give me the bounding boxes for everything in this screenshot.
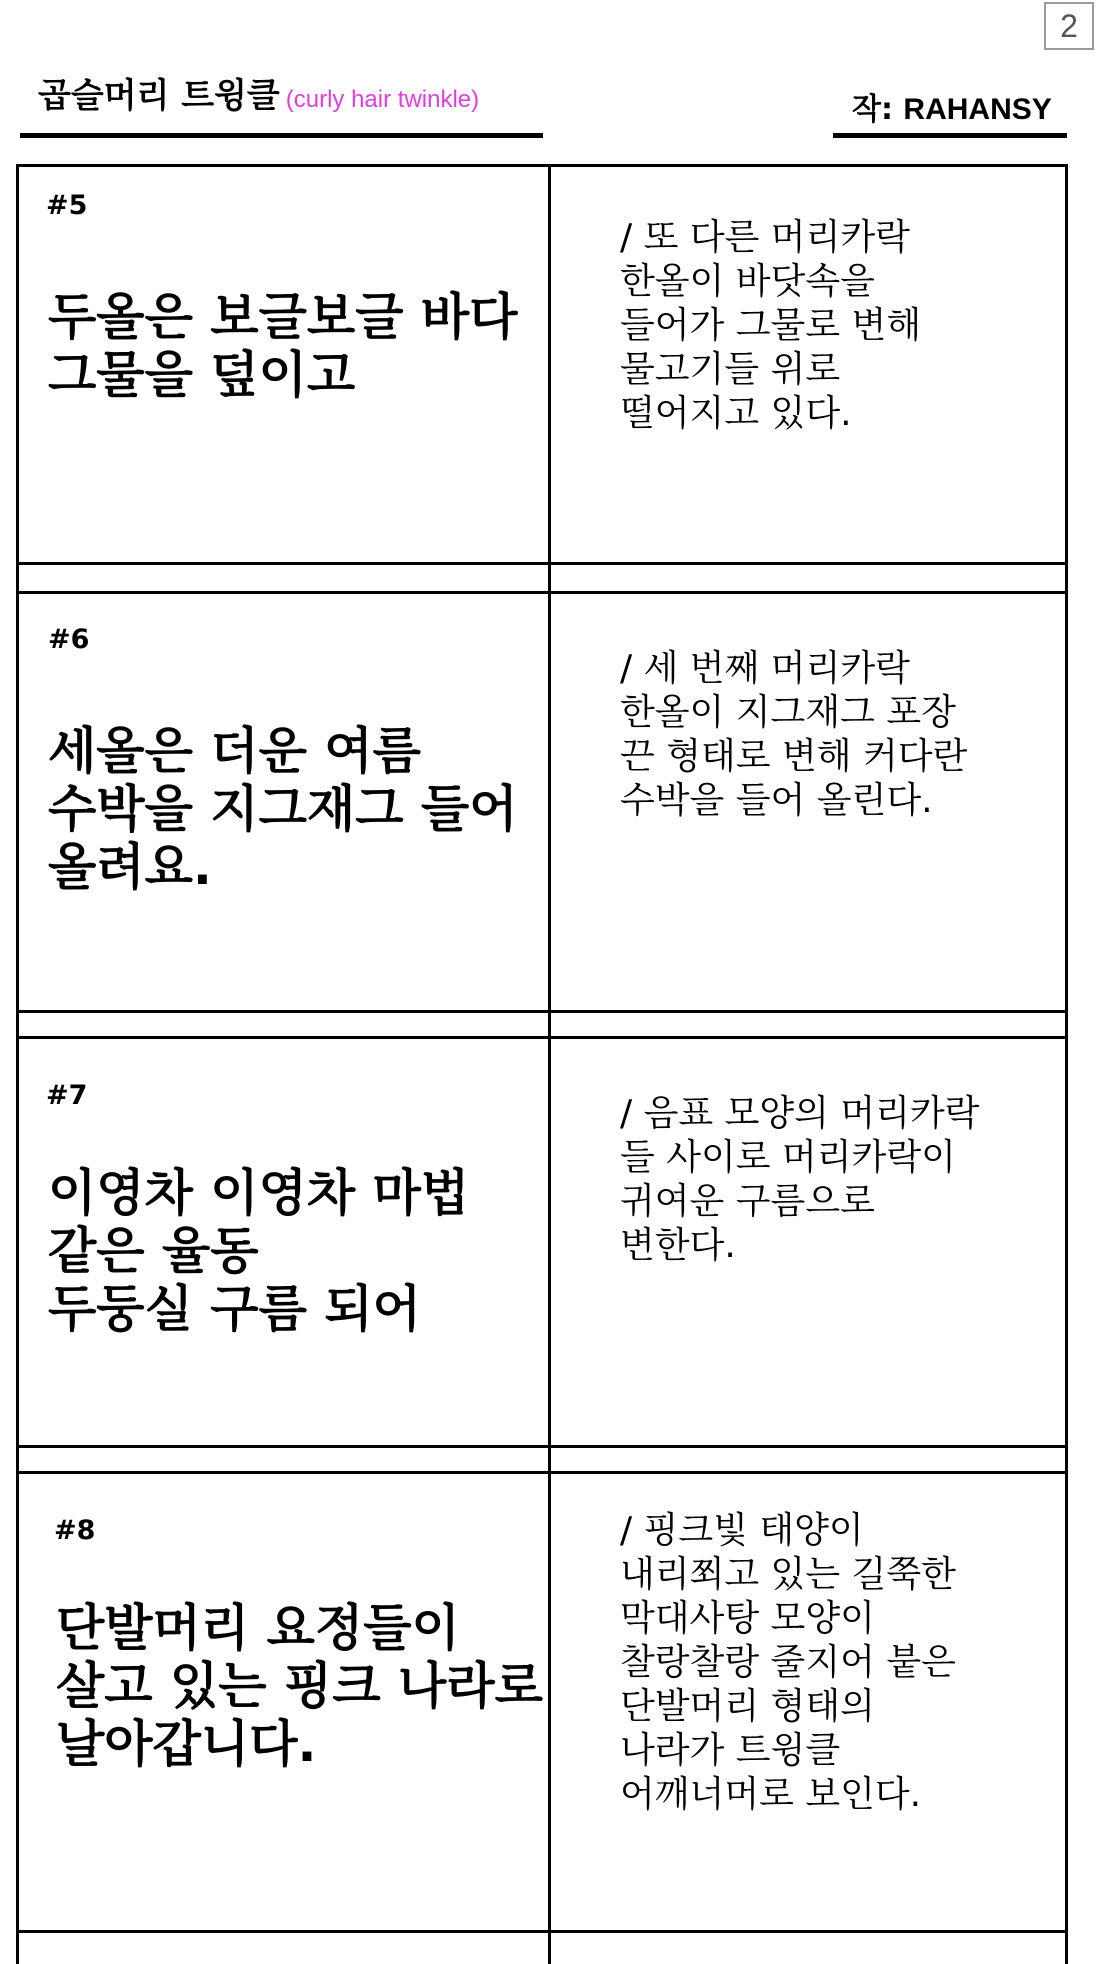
grid-line (16, 164, 1068, 167)
panel-dialogue: 세올은 더운 여름 수박을 지그재그 들어 올려요. (48, 722, 518, 896)
title-korean: 곱슬머리 트윙클 (38, 76, 280, 116)
grid-line (16, 1010, 1068, 1013)
grid-line (548, 164, 551, 1964)
title-english: (curly hair twinkle) (285, 86, 480, 113)
panel-number: #7 (46, 1080, 88, 1111)
page-number: 2 (1044, 2, 1094, 50)
grid-line (16, 1445, 1068, 1448)
panel-number: #6 (48, 624, 90, 655)
grid-line (16, 1930, 1068, 1933)
grid-line (16, 591, 1068, 594)
author-underline (833, 133, 1067, 138)
panel-number: #5 (46, 190, 88, 221)
grid-line (16, 164, 19, 1964)
grid-line (16, 1471, 1068, 1474)
author-prefix: 작: (852, 92, 904, 127)
title-underline (20, 133, 543, 138)
panel-number: #8 (54, 1515, 96, 1546)
author-name: RAHANSY (903, 93, 1052, 126)
grid-line (16, 562, 1068, 565)
panel-description: / 또 다른 머리카락 한올이 바닷속을 들어가 그물로 변해 물고기들 위로 떨어지고 있다. (620, 217, 922, 434)
grid-line (1065, 164, 1068, 1964)
panel-dialogue: 이영차 이영차 마법 같은 율동 두둥실 구름 되어 (48, 1164, 470, 1338)
page-title (38, 68, 479, 117)
author-credit (852, 84, 1052, 128)
grid-line (16, 1036, 1068, 1039)
panel-description: / 핑크빛 태양이 내리쬐고 있는 길쭉한 막대사탕 모양이 찰랑찰랑 줄지어 붙은 단발머리 형태의 나라가 트윙클 어깨너머로 보인다. (620, 1510, 956, 1815)
panel-dialogue: 단발머리 요정들이 살고 있는 핑크 나라로 날아갑니다. (56, 1599, 543, 1773)
panel-description: / 음표 모양의 머리카락 들 사이로 머리카락이 귀여운 구름으로 변한다. (620, 1093, 980, 1266)
panel-dialogue: 두올은 보글보글 바다 그물을 덮이고 (48, 288, 518, 404)
panel-description: / 세 번째 머리카락 한올이 지그재그 포장 끈 형태로 변해 커다란 수박을 들어 올린다. (620, 648, 968, 821)
